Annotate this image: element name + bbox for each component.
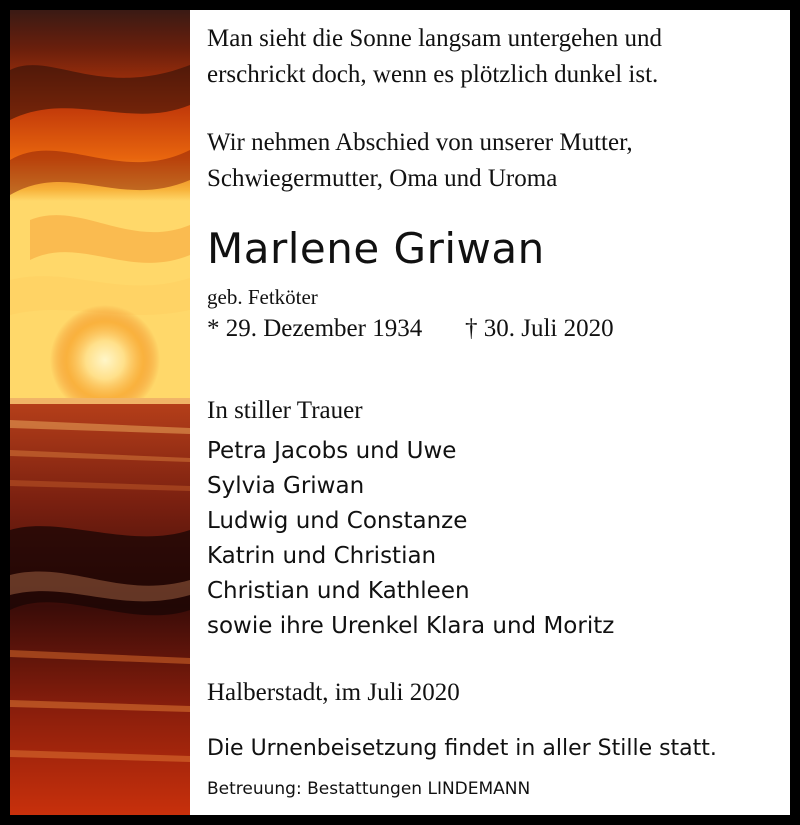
- sunset-sea-image: [10, 10, 190, 815]
- mourner-name: Ludwig und Constanze: [207, 508, 468, 534]
- burial-note: Die Urnenbeisetzung findet in aller Stille statt.: [207, 736, 717, 761]
- mourner-name: Christian und Kathleen: [207, 578, 470, 604]
- undertaker-note: Betreuung: Bestattungen LINDEMANN: [207, 779, 531, 799]
- birth-date: * 29. Dezember 1934: [207, 315, 423, 342]
- mourner-name: sowie ihre Urenkel Klara und Moritz: [207, 613, 615, 639]
- mourner-name: Katrin und Christian: [207, 543, 437, 569]
- mourner-name: Petra Jacobs und Uwe: [207, 438, 457, 464]
- verse-line-2: erschrickt doch, wenn es plötzlich dunkel ist.: [207, 61, 659, 88]
- mourners-heading: In stiller Trauer: [207, 397, 363, 424]
- birth-name: geb. Fetköter: [207, 285, 318, 309]
- verse-line-1: Man sieht die Sonne langsam untergehen und: [207, 25, 663, 52]
- place-date: Halberstadt, im Juli 2020: [207, 679, 460, 706]
- mourner-name: Sylvia Griwan: [207, 473, 365, 499]
- sunset-photo: [10, 10, 190, 815]
- intro-line-2: Schwiegermutter, Oma und Uroma: [207, 165, 558, 192]
- intro-line-1: Wir nehmen Abschied von unserer Mutter,: [207, 129, 633, 156]
- deceased-name: Marlene Griwan: [207, 224, 545, 273]
- death-date: † 30. Juli 2020: [465, 315, 614, 342]
